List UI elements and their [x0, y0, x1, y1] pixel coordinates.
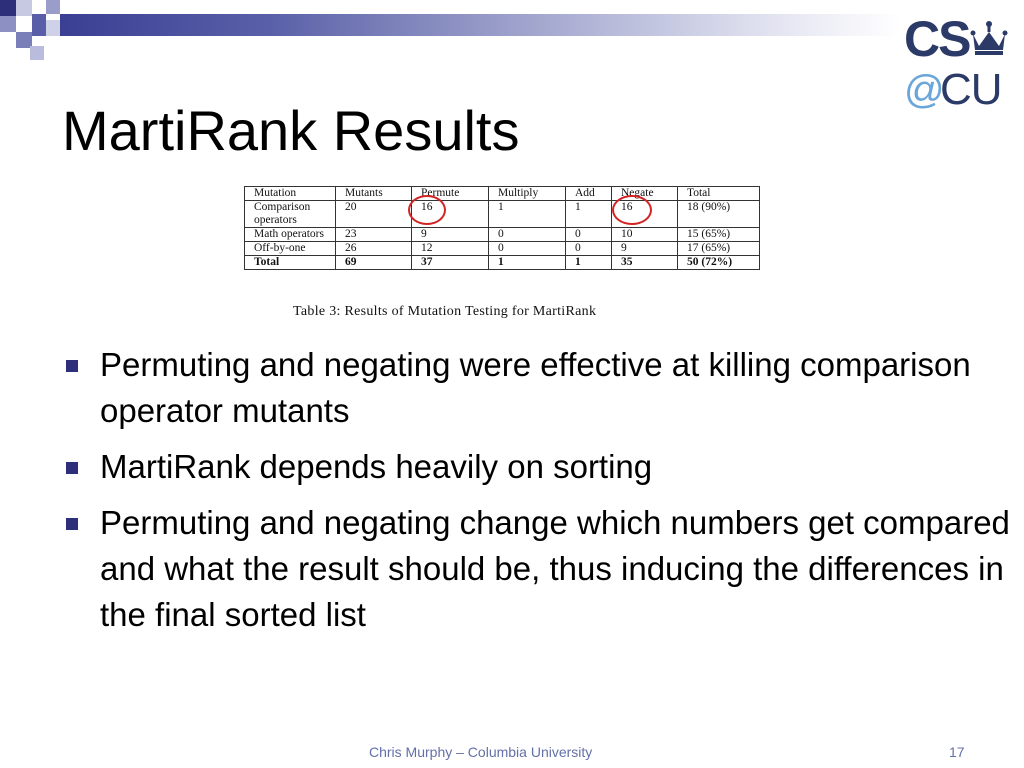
table-cell: 23: [336, 228, 412, 242]
table-cell: 18 (90%): [678, 201, 760, 228]
table-cell: 1: [489, 201, 566, 228]
header-cell: Permute: [412, 187, 489, 201]
table-cell: 35: [612, 256, 678, 270]
slide-title: MartiRank Results: [62, 99, 520, 162]
table-cell: 0: [489, 242, 566, 256]
crown-icon: [970, 20, 1008, 56]
logo-at-symbol: @: [904, 68, 945, 112]
table-cell: Comparison operators: [245, 201, 336, 228]
table-cell: 20: [336, 201, 412, 228]
table-cell: 1: [489, 256, 566, 270]
table-cell: 15 (65%): [678, 228, 760, 242]
footer-author: Chris Murphy – Columbia University: [369, 744, 593, 760]
table-cell: Math operators: [245, 228, 336, 242]
results-table-image: [244, 186, 760, 270]
table-cell: 37: [412, 256, 489, 270]
header-cell: Mutants: [336, 187, 412, 201]
header-cell: Negate: [612, 187, 678, 201]
table-cell: 0: [566, 242, 612, 256]
bullet-text: Permuting and negating change which numbers get compared and what the result should be, thus inducing the differences in the final sorted list: [100, 504, 1010, 633]
mutation-results-table: [244, 186, 760, 270]
table-cell: 0: [489, 228, 566, 242]
highlight-circle-permute: [408, 195, 446, 225]
bullet-item: [62, 342, 1022, 434]
header-cell: Add: [566, 187, 612, 201]
table-cell: 17 (65%): [678, 242, 760, 256]
highlight-circle-negate: [612, 195, 652, 225]
bullet-text: MartiRank depends heavily on sorting: [100, 448, 653, 485]
bullet-item: [62, 500, 1022, 638]
table-caption: Table 3: Results of Mutation Testing for MartiRank: [293, 304, 597, 319]
cs-cu-logo: [904, 11, 1014, 114]
table-cell: 0: [566, 228, 612, 242]
square-bullet-icon: [66, 518, 78, 530]
table-cell: 50 (72%): [678, 256, 760, 270]
table-row: [245, 242, 760, 256]
table-cell: Off-by-one: [245, 242, 336, 256]
table-total-row: [245, 256, 760, 270]
table-header-row: [245, 187, 760, 201]
header-gradient-band: [60, 14, 900, 36]
table-cell: 16: [412, 201, 489, 228]
bullet-text: Permuting and negating were effective at killing comparison operator mutants: [100, 346, 971, 429]
logo-cu-text: CU: [940, 65, 1002, 114]
table-cell: 10: [612, 228, 678, 242]
table-cell: 9: [612, 242, 678, 256]
square-bullet-icon: [66, 360, 78, 372]
table-cell: 12: [412, 242, 489, 256]
table-row: [245, 228, 760, 242]
table-cell: 69: [336, 256, 412, 270]
bullet-item: [62, 444, 1022, 490]
header-cell: Multiply: [489, 187, 566, 201]
header-cell: Total: [678, 187, 760, 201]
table-cell: 1: [566, 201, 612, 228]
table-cell: 16: [612, 201, 678, 228]
table-row: [245, 201, 760, 228]
table-cell: 9: [412, 228, 489, 242]
table-cell: Total: [245, 256, 336, 270]
bullet-list: [62, 342, 1022, 648]
square-bullet-icon: [66, 462, 78, 474]
logo-cs-text: CS: [904, 11, 970, 67]
header-cell: Mutation: [245, 187, 336, 201]
table-cell: 1: [566, 256, 612, 270]
page-number: 17: [949, 744, 965, 760]
table-cell: 26: [336, 242, 412, 256]
